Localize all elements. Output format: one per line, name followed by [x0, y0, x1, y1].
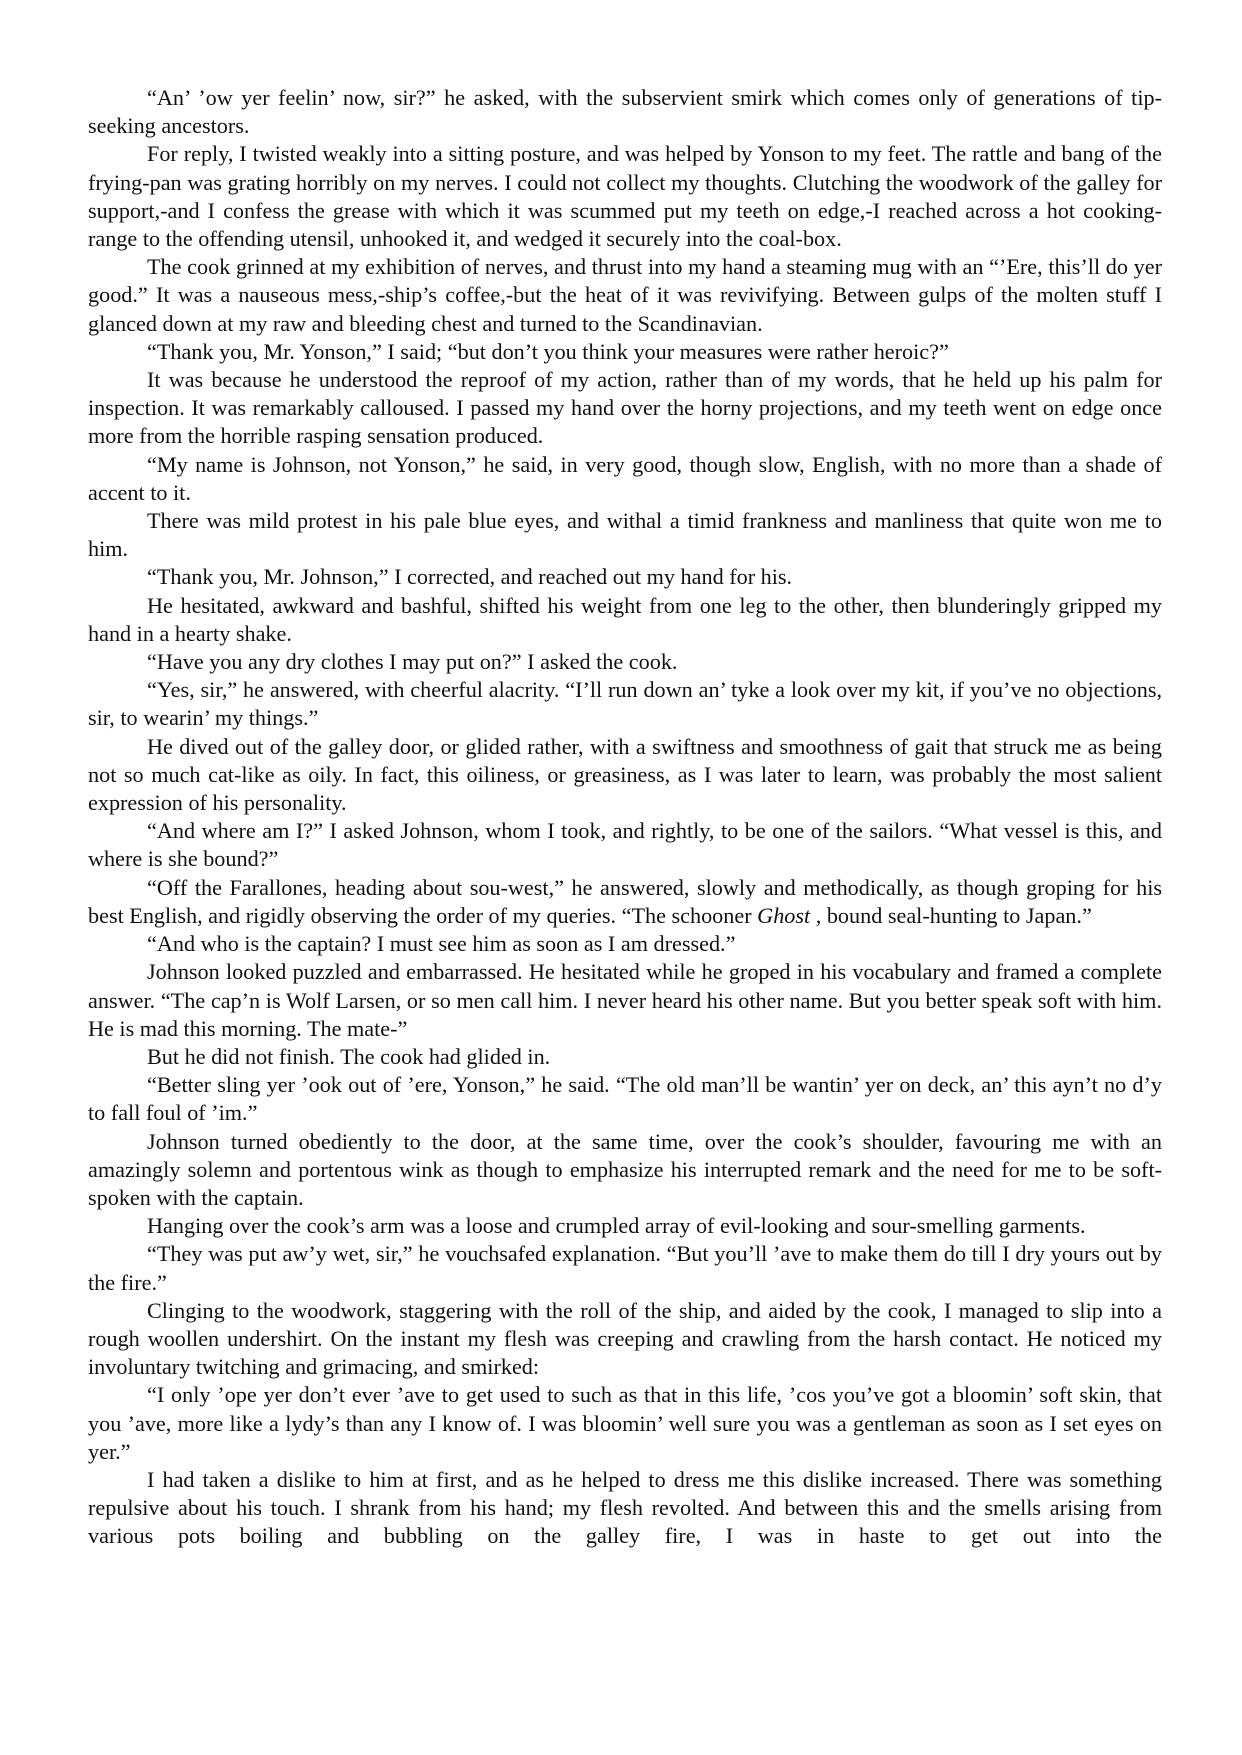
paragraph: “They was put aw’y wet, sir,” he vouchsafed explanation. “But you’ll ’ave to make them do till I dry yours out by the fire.” [88, 1241, 1162, 1295]
paragraph: Johnson turned obediently to the door, at the same time, over the cook’s shoulder, favouring me with an amazingly solemn and portentous wink as though to emphasize his interrupted remark and the need for me to be soft-spoken with the captain. [88, 1128, 1162, 1210]
paragraph: “And who is the captain? I must see him as soon as I am dressed.” [147, 931, 736, 957]
paragraph: “Thank you, Mr. Johnson,” I corrected, and reached out my hand for his. [147, 564, 793, 590]
paragraph: The cook grinned at my exhibition of nerves, and thrust into my hand a steaming mug with an “’Ere, this’ll do yer good.” It was a nauseous mess,-ship’s coffee,-but the heat of it was revivifying. Between gulps of the molten stuff I glanced down at my raw and bleeding chest and turned to the Scandinavian. [88, 254, 1162, 336]
paragraph: “Thank you, Mr. Yonson,” I said; “but don’t you think your measures were rather heroic?” [147, 338, 949, 364]
paragraph: “An’ ’ow yer feelin’ now, sir?” he asked, with the subservient smirk which comes only of generations of tip-seeking ancestors. [88, 85, 1162, 139]
paragraph: “Better sling yer ’ook out of ’ere, Yonson,” he said. “The old man’ll be wantin’ yer on deck, an’ this ayn’t no d’y to fall foul of ’im.” [88, 1072, 1162, 1126]
paragraph: “I only ’ope yer don’t ever ’ave to get used to such as that in this life, ’cos you’ve got a bloomin’ soft skin, that you ’ave, more like a lydy’s than any I know of. I was bloomin’ well sure you was a gentleman as soon as I set eyes on yer.” [88, 1382, 1162, 1464]
paragraph-text: , bound seal-hunting to Japan.” [810, 902, 1092, 928]
paragraph: “And where am I?” I asked Johnson, whom I took, and rightly, to be one of the sailors. “What vessel is this, and where is she bound?” [88, 818, 1162, 872]
page-body [88, 84, 1162, 1551]
paragraph: For reply, I twisted weakly into a sitting posture, and was helped by Yonson to my feet. The rattle and bang of the frying-pan was grating horribly on my nerves. I could not collect my thoughts. Clutching the woodwork of the galley for support,-and I confess the grease with which it was scummed put my teeth on edge,-I reached across a hot cooking-range to the offending utensil, unhooked it, and wedged it securely into the coal-box. [88, 141, 1162, 252]
paragraph: But he did not finish. The cook had glided in. [147, 1043, 551, 1069]
paragraph: “Yes, sir,” he answered, with cheerful alacrity. “I’ll run down an’ tyke a look over my kit, if you’ve no objections, sir, to wearin’ my things.” [88, 677, 1162, 731]
paragraph: “My name is Johnson, not Yonson,” he said, in very good, though slow, English, with no more than a shade of accent to it. [88, 451, 1162, 505]
paragraph: Clinging to the woodwork, staggering with the roll of the ship, and aided by the cook, I managed to slip into a rough woollen undershirt. On the instant my flesh was creeping and crawling from the harsh contact. He noticed my involuntary twitching and grimacing, and smirked: [88, 1297, 1162, 1380]
paragraph: Hanging over the cook’s arm was a loose and crumpled array of evil-looking and sour-smelling garments. [147, 1213, 1086, 1239]
ship-name: Ghost [757, 902, 811, 928]
paragraph-text: “Off the Farallones, heading about sou-west,” he answered, slowly and methodically, as though groping for his best English, and rigidly observing the order of my queries. “The schooner [88, 874, 1162, 928]
paragraph: “Have you any dry clothes I may put on?” I asked the cook. [147, 649, 678, 675]
paragraph-with-ship-name [88, 874, 1162, 930]
paragraph: Johnson looked puzzled and embarrassed. He hesitated while he groped in his vocabulary and framed a complete answer. “The cap’n is Wolf Larsen, or so men call him. I never heard his other name. But you better speak soft with him. He is mad this morning. The mate-” [88, 959, 1162, 1041]
paragraph: He hesitated, awkward and bashful, shifted his weight from one leg to the other, then blunderingly gripped my hand in a hearty shake. [88, 592, 1162, 646]
paragraph: He dived out of the galley door, or glided rather, with a swiftness and smoothness of gait that struck me as being not so much cat-like as oily. In fact, this oiliness, or greasiness, as I was later to learn, was probably the most salient expression of his personality. [88, 733, 1162, 816]
paragraph: It was because he understood the reproof of my action, rather than of my words, that he held up his palm for inspection. It was remarkably calloused. I passed my hand over the horny projections, and my teeth went on edge once more from the horrible rasping sensation produced. [88, 367, 1162, 449]
paragraph: I had taken a dislike to him at first, and as he helped to dress me this dislike increased. There was something repulsive about his touch. I shrank from his hand; my flesh revolted. And between this and the smells arising from various pots boiling and bubbling on the galley fire, I was in haste to get out into the [88, 1466, 1162, 1549]
paragraph: There was mild protest in his pale blue eyes, and withal a timid frankness and manliness that quite won me to him. [88, 508, 1162, 562]
